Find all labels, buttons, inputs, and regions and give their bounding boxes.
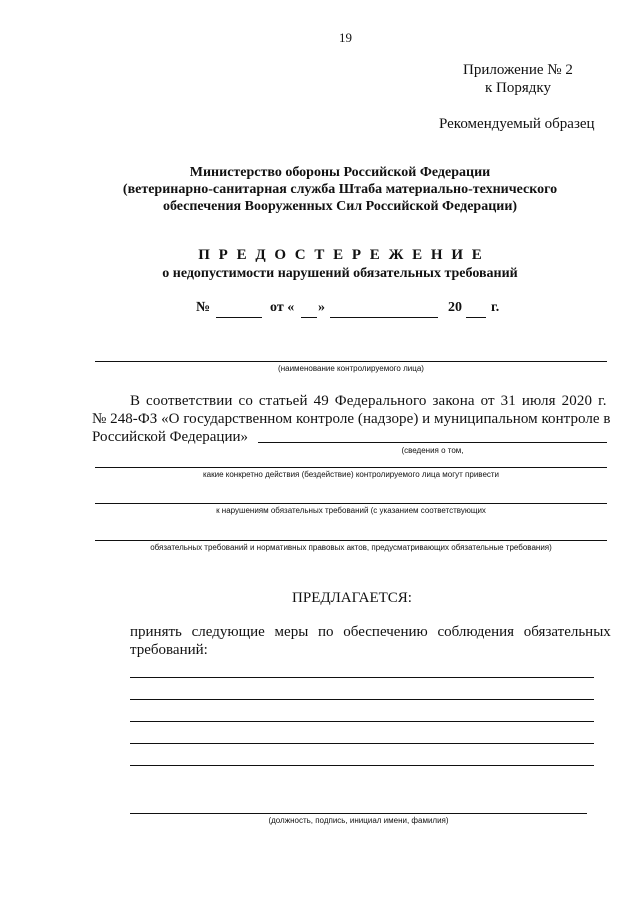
page-number: 19 bbox=[339, 30, 352, 45]
measure-line[interactable] bbox=[130, 699, 594, 700]
year-blank[interactable] bbox=[466, 317, 486, 318]
measure-line[interactable] bbox=[130, 765, 594, 766]
day-blank[interactable] bbox=[301, 317, 317, 318]
controlled-person-caption: (наименование контролируемого лица) bbox=[278, 364, 424, 373]
appendix-line1: Приложение № 2 bbox=[463, 62, 573, 78]
measure-line[interactable] bbox=[130, 677, 594, 678]
signature-caption: (должность, подпись, инициал имени, фамилия) bbox=[268, 816, 449, 825]
info-caption: (сведения о том, bbox=[401, 446, 464, 455]
controlled-person-line[interactable] bbox=[95, 361, 607, 362]
number-blank[interactable] bbox=[216, 317, 262, 318]
ministry-line3: обеспечения Вооруженных Сил Российской Федерации) bbox=[162, 199, 518, 214]
actions-line[interactable] bbox=[95, 467, 607, 468]
measure-line[interactable] bbox=[130, 743, 594, 744]
info-line[interactable] bbox=[258, 442, 607, 443]
from-label: от « bbox=[270, 300, 295, 315]
quote-close: » bbox=[318, 300, 325, 315]
signature-line[interactable] bbox=[130, 813, 587, 814]
recommended-sample: Рекомендуемый образец bbox=[439, 116, 595, 132]
requirements-line[interactable] bbox=[95, 540, 607, 541]
measures-line2: требований: bbox=[130, 642, 208, 658]
month-blank[interactable] bbox=[330, 317, 438, 318]
requirements-caption: обязательных требований и нормативных правовых актов, предусматривающих обязательные требования) bbox=[150, 543, 552, 552]
document-subtitle: о недопустимости нарушений обязательных требований bbox=[162, 266, 518, 281]
year-suffix: г. bbox=[491, 300, 500, 315]
document-title: П Р Е Д О С Т Е Р Е Ж Е Н И Е bbox=[198, 247, 482, 263]
violations-caption: к нарушениям обязательных требований (с указанием соответствующих bbox=[216, 506, 486, 515]
number-sign: № bbox=[196, 300, 211, 315]
body-line2: № 248-ФЗ «О государственном контроле (надзоре) и муниципальном контроле в bbox=[92, 411, 611, 427]
violations-line[interactable] bbox=[95, 503, 607, 504]
measure-line[interactable] bbox=[130, 721, 594, 722]
year-prefix: 20 bbox=[448, 300, 462, 315]
proposed-heading: ПРЕДЛАГАЕТСЯ: bbox=[292, 590, 412, 606]
body-line3: Российской Федерации» bbox=[92, 429, 249, 445]
measures-line1: принять следующие меры по обеспечению соблюдения обязательных bbox=[130, 624, 611, 640]
ministry-line2: (ветеринарно-санитарная служба Штаба материально-технического bbox=[122, 182, 558, 197]
appendix-line2: к Порядку bbox=[485, 80, 551, 96]
ministry-line1: Министерство обороны Российской Федерации bbox=[189, 165, 491, 180]
actions-caption: какие конкретно действия (бездействие) контролируемого лица могут привести bbox=[202, 470, 500, 479]
body-line1: В соответствии со статьей 49 Федерального закона от 31 июля 2020 г. bbox=[130, 393, 607, 409]
